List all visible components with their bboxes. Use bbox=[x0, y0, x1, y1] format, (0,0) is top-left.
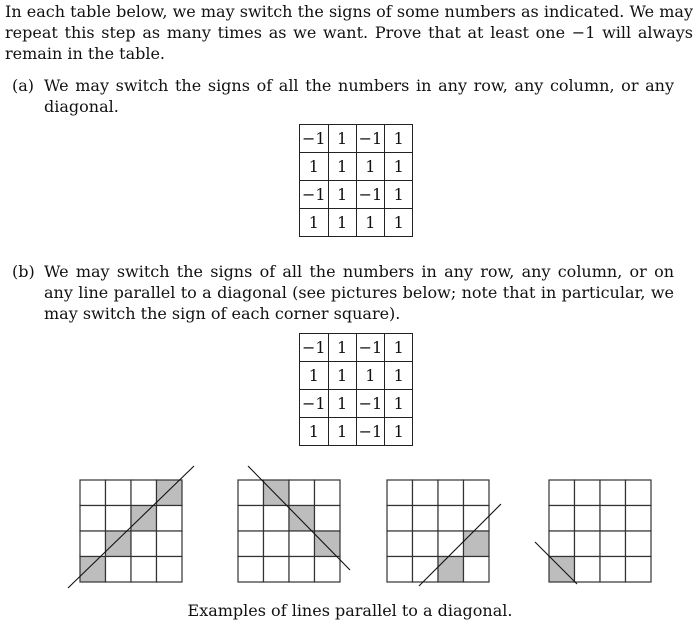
examples-caption: Examples of lines parallel to a diagonal. bbox=[187, 601, 513, 620]
grid-cell bbox=[264, 506, 290, 532]
shaded-cell bbox=[289, 506, 315, 532]
grid-cell bbox=[575, 531, 601, 557]
table-cell: 1 bbox=[300, 418, 329, 446]
grid-cell bbox=[600, 506, 626, 532]
grid-cell bbox=[289, 557, 315, 583]
table-cell: −1 bbox=[356, 418, 385, 446]
grid-cell bbox=[157, 506, 183, 532]
grid-cell bbox=[600, 531, 626, 557]
table-cell: 1 bbox=[328, 334, 356, 362]
grid-cell bbox=[575, 557, 601, 583]
diagonal-example-4 bbox=[533, 480, 653, 586]
grid-cell bbox=[157, 557, 183, 583]
table-cell: −1 bbox=[356, 181, 385, 209]
shaded-cell bbox=[438, 557, 464, 583]
table-cell: 1 bbox=[385, 125, 413, 153]
part-a-label: (a) bbox=[12, 76, 35, 95]
table-cell: 1 bbox=[356, 153, 385, 181]
table-cell: 1 bbox=[328, 390, 356, 418]
grid-cell bbox=[106, 557, 132, 583]
grid-cell bbox=[438, 506, 464, 532]
grid-cell bbox=[315, 506, 341, 532]
table-cell: 1 bbox=[385, 362, 413, 390]
table-row bbox=[300, 125, 413, 153]
grid-cell bbox=[106, 506, 132, 532]
grid-cell bbox=[264, 557, 290, 583]
grid-cell bbox=[600, 480, 626, 506]
grid-cell bbox=[157, 531, 183, 557]
shaded-cell bbox=[106, 531, 132, 557]
table-cell: −1 bbox=[300, 125, 329, 153]
table-cell: −1 bbox=[300, 181, 329, 209]
grid-cell bbox=[131, 480, 157, 506]
table-cell: 1 bbox=[385, 153, 413, 181]
table-cell: 1 bbox=[328, 153, 356, 181]
grid-cell bbox=[238, 506, 264, 532]
table-row bbox=[300, 181, 413, 209]
table-row bbox=[300, 153, 413, 181]
shaded-cell bbox=[464, 531, 490, 557]
table-cell: 1 bbox=[328, 418, 356, 446]
table-b bbox=[299, 333, 413, 446]
grid-cell bbox=[438, 531, 464, 557]
grid-cell bbox=[315, 557, 341, 583]
table-cell: −1 bbox=[356, 390, 385, 418]
grid-cell bbox=[315, 480, 341, 506]
grid-cell bbox=[413, 531, 439, 557]
grid-cell bbox=[464, 506, 490, 532]
problem-intro: In each table below, we may switch the signs of some numbers as indicated. We may repeat this step as many times as we want. Prove that at least one −1 will always remain in the table. bbox=[5, 2, 693, 63]
grid-cell bbox=[413, 480, 439, 506]
grid-cell bbox=[413, 557, 439, 583]
table-cell: 1 bbox=[300, 153, 329, 181]
grid-cell bbox=[106, 480, 132, 506]
grid-cell bbox=[413, 506, 439, 532]
table-row bbox=[300, 334, 413, 362]
diagonal-example-2 bbox=[236, 466, 356, 586]
grid-cell bbox=[387, 531, 413, 557]
table-cell: 1 bbox=[385, 334, 413, 362]
table-cell: 1 bbox=[328, 181, 356, 209]
table-cell: 1 bbox=[328, 125, 356, 153]
table-row bbox=[300, 362, 413, 390]
grid-cell bbox=[80, 506, 106, 532]
table-row bbox=[300, 390, 413, 418]
grid-cell bbox=[264, 531, 290, 557]
shaded-cell bbox=[264, 480, 290, 506]
shaded-cell bbox=[157, 480, 183, 506]
part-b-label: (b) bbox=[12, 262, 35, 281]
grid-cell bbox=[626, 531, 652, 557]
grid-cell bbox=[238, 531, 264, 557]
part-a-text: We may switch the signs of all the numbers in any row, any column, or any diagonal. bbox=[44, 76, 674, 116]
shaded-cell bbox=[315, 531, 341, 557]
grid-cell bbox=[80, 531, 106, 557]
shaded-cell bbox=[131, 506, 157, 532]
shaded-cell bbox=[80, 557, 106, 583]
table-cell: 1 bbox=[356, 209, 385, 237]
grid-cell bbox=[575, 480, 601, 506]
grid-cell bbox=[464, 480, 490, 506]
table-cell: −1 bbox=[300, 334, 329, 362]
grid-cell bbox=[575, 506, 601, 532]
table-cell: 1 bbox=[385, 181, 413, 209]
diagonal-example-3 bbox=[385, 480, 505, 586]
grid-cell bbox=[238, 557, 264, 583]
grid-cell bbox=[549, 531, 575, 557]
table-cell: −1 bbox=[356, 125, 385, 153]
table-cell: 1 bbox=[385, 418, 413, 446]
table-row bbox=[300, 209, 413, 237]
grid-cell bbox=[289, 480, 315, 506]
table-cell: 1 bbox=[300, 362, 329, 390]
table-cell: −1 bbox=[356, 334, 385, 362]
grid-cell bbox=[600, 557, 626, 583]
grid-cell bbox=[238, 480, 264, 506]
grid-cell bbox=[626, 480, 652, 506]
table-cell: 1 bbox=[385, 209, 413, 237]
grid-cell bbox=[626, 557, 652, 583]
part-b bbox=[12, 261, 674, 324]
grid-cell bbox=[464, 557, 490, 583]
table-row bbox=[300, 418, 413, 446]
grid-cell bbox=[387, 557, 413, 583]
grid-cell bbox=[80, 480, 106, 506]
grid-cell bbox=[387, 506, 413, 532]
grid-cell bbox=[131, 531, 157, 557]
table-cell: 1 bbox=[385, 390, 413, 418]
table-cell: 1 bbox=[328, 209, 356, 237]
part-a bbox=[12, 75, 674, 117]
diagonal-example-1 bbox=[68, 466, 198, 594]
grid-cell bbox=[438, 480, 464, 506]
table-cell: 1 bbox=[300, 209, 329, 237]
grid-cell bbox=[549, 506, 575, 532]
table-a bbox=[299, 124, 413, 237]
grid-cell bbox=[387, 480, 413, 506]
grid-cell bbox=[626, 506, 652, 532]
table-cell: −1 bbox=[300, 390, 329, 418]
part-b-text: We may switch the signs of all the numbers in any row, any column, or on any line parallel to a diagonal (see pictures below; note that in particular, we may switch the sign of each corner square). bbox=[44, 262, 674, 323]
table-cell: 1 bbox=[328, 362, 356, 390]
grid-cell bbox=[549, 480, 575, 506]
grid-cell bbox=[289, 531, 315, 557]
grid-cell bbox=[131, 557, 157, 583]
table-cell: 1 bbox=[356, 362, 385, 390]
